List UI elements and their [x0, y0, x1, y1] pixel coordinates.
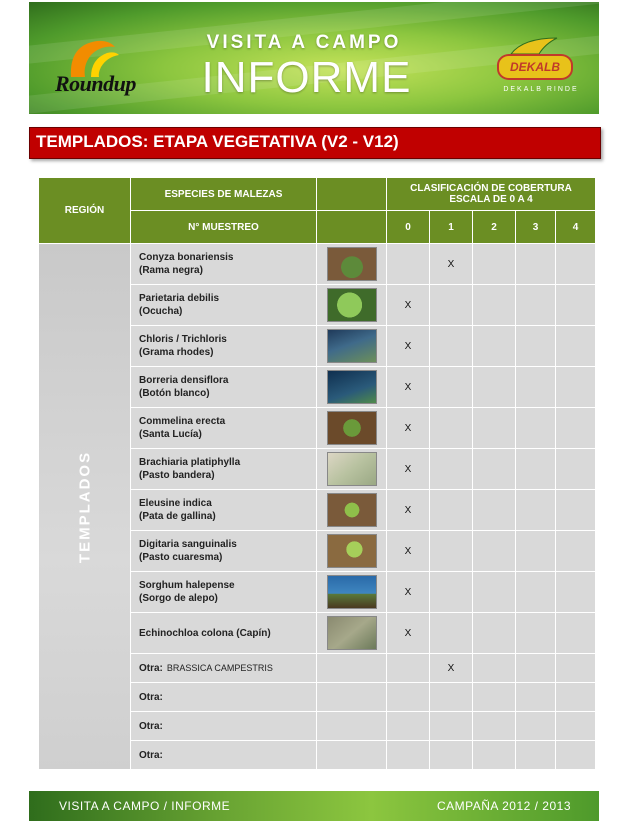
sorghum-photo — [327, 575, 377, 609]
species-cell — [131, 490, 317, 531]
species-image — [317, 613, 387, 654]
mark-2[interactable] — [473, 712, 516, 741]
mark-4[interactable] — [556, 683, 596, 712]
mark-3[interactable] — [516, 244, 556, 285]
classification-header-line2: ESCALA DE 0 A 4 — [449, 194, 533, 205]
mark-1[interactable]: X — [430, 244, 473, 285]
species-image — [317, 244, 387, 285]
classification-header-line1: CLASIFICACIÓN DE COBERTURA — [410, 183, 572, 194]
section-title: TEMPLADOS: ETAPA VEGETATIVA (V2 - V12) — [36, 132, 399, 151]
footer-bar — [29, 791, 599, 821]
species-image — [317, 367, 387, 408]
other-species-cell — [131, 683, 317, 712]
mark-0[interactable]: X — [387, 326, 430, 367]
mark-1[interactable] — [430, 531, 473, 572]
mark-3[interactable] — [516, 654, 556, 683]
species-name: Chloris / Trichloris — [139, 334, 227, 345]
borreria-photo — [327, 370, 377, 404]
mark-4[interactable] — [556, 654, 596, 683]
section-banner — [29, 127, 601, 159]
mark-0[interactable] — [387, 654, 430, 683]
mark-4[interactable] — [556, 572, 596, 613]
mark-1[interactable] — [430, 741, 473, 770]
species-name: Sorghum halepense — [139, 580, 235, 591]
mark-3[interactable] — [516, 572, 556, 613]
scale-4-header: 4 — [556, 211, 596, 244]
mark-4[interactable] — [556, 326, 596, 367]
mark-1[interactable] — [430, 367, 473, 408]
mark-1[interactable] — [430, 285, 473, 326]
species-name: Eleusine indica — [139, 498, 212, 509]
mark-2[interactable] — [473, 572, 516, 613]
dekalb-logo — [491, 30, 591, 106]
species-name: Digitaria sanguinalis — [139, 539, 237, 550]
mark-4[interactable] — [556, 367, 596, 408]
mark-0[interactable]: X — [387, 531, 430, 572]
mark-2[interactable] — [473, 531, 516, 572]
mark-2[interactable] — [473, 367, 516, 408]
mark-0[interactable]: X — [387, 490, 430, 531]
sample-header: N° MUESTREO — [131, 211, 317, 244]
chloris-photo — [327, 329, 377, 363]
mark-0[interactable]: X — [387, 408, 430, 449]
species-cell — [131, 244, 317, 285]
mark-1[interactable] — [430, 712, 473, 741]
scale-3-header: 3 — [516, 211, 556, 244]
dekalb-badge: DEKALB — [497, 54, 573, 80]
mark-3[interactable] — [516, 367, 556, 408]
roundup-logo-text: Roundup — [55, 71, 136, 96]
species-common-name: (Grama rhodes) — [139, 347, 214, 358]
mark-3[interactable] — [516, 408, 556, 449]
scale-0-header: 0 — [387, 211, 430, 244]
mark-0[interactable]: X — [387, 613, 430, 654]
eleusine-photo — [327, 493, 377, 527]
species-name: Parietaria debilis — [139, 293, 220, 304]
mark-3[interactable] — [516, 326, 556, 367]
species-name: Echinochloa colona (Capín) — [139, 627, 271, 639]
scale-2-header: 2 — [473, 211, 516, 244]
footer-right-text: CAMPAÑA 2012 / 2013 — [436, 799, 571, 813]
mark-2[interactable] — [473, 683, 516, 712]
report-title: INFORME — [201, 53, 412, 102]
species-common-name: (Rama negra) — [139, 265, 203, 276]
other-label: Otra: — [139, 691, 163, 703]
species-image — [317, 408, 387, 449]
species-image — [317, 326, 387, 367]
mark-1[interactable] — [430, 490, 473, 531]
mark-2[interactable] — [473, 654, 516, 683]
species-name: Conyza bonariensis — [139, 252, 234, 263]
mark-2[interactable] — [473, 408, 516, 449]
species-cell — [131, 572, 317, 613]
mark-4[interactable] — [556, 449, 596, 490]
dekalb-tagline: DEKALB RINDE — [503, 86, 579, 93]
conyza-photo — [327, 247, 377, 281]
species-cell — [131, 326, 317, 367]
species-image — [317, 531, 387, 572]
species-name: Commelina erecta — [139, 416, 226, 427]
species-cell — [131, 613, 317, 654]
species-cell — [131, 449, 317, 490]
species-common-name: (Pata de gallina) — [139, 511, 216, 522]
mark-3[interactable] — [516, 449, 556, 490]
mark-2[interactable] — [473, 244, 516, 285]
other-label: Otra: — [139, 720, 163, 732]
mark-4[interactable] — [556, 613, 596, 654]
region-cell — [39, 244, 131, 770]
species-cell — [131, 531, 317, 572]
weed-coverage-table — [38, 177, 596, 770]
species-common-name: (Ocucha) — [139, 306, 183, 317]
species-image — [317, 285, 387, 326]
mark-1[interactable] — [430, 449, 473, 490]
mark-0[interactable] — [387, 741, 430, 770]
mark-1[interactable] — [430, 326, 473, 367]
mark-0[interactable]: X — [387, 572, 430, 613]
species-cell — [131, 367, 317, 408]
mark-1[interactable] — [430, 408, 473, 449]
brachiaria-photo — [327, 452, 377, 486]
mark-2[interactable] — [473, 490, 516, 531]
species-name: Borreria densiflora — [139, 375, 229, 386]
mark-1[interactable] — [430, 613, 473, 654]
region-header: REGIÓN — [39, 178, 131, 244]
mark-1[interactable] — [430, 572, 473, 613]
species-header: ESPECIES DE MALEZAS — [131, 178, 317, 211]
species-cell — [131, 285, 317, 326]
mark-2[interactable] — [473, 741, 516, 770]
other-label: Otra: — [139, 749, 163, 761]
mark-4[interactable] — [556, 490, 596, 531]
mark-3[interactable] — [516, 712, 556, 741]
classification-header — [387, 178, 596, 211]
dekalb-wing-icon — [509, 36, 559, 56]
scale-1-header: 1 — [430, 211, 473, 244]
mark-4[interactable] — [556, 531, 596, 572]
mark-2[interactable] — [473, 285, 516, 326]
mark-3[interactable] — [516, 613, 556, 654]
mark-1[interactable]: X — [430, 654, 473, 683]
mark-4[interactable] — [556, 244, 596, 285]
species-common-name: (Pasto cuaresma) — [139, 552, 223, 563]
mark-1[interactable] — [430, 683, 473, 712]
other-species-cell — [131, 712, 317, 741]
mark-3[interactable] — [516, 683, 556, 712]
other-species-cell — [131, 654, 317, 683]
species-common-name: (Santa Lucía) — [139, 429, 202, 440]
footer-left-text: VISITA A CAMPO / INFORME — [59, 799, 231, 813]
mark-0[interactable] — [387, 244, 430, 285]
table-row — [39, 244, 596, 285]
mark-4[interactable] — [556, 408, 596, 449]
mark-4[interactable] — [556, 741, 596, 770]
mark-3[interactable] — [516, 285, 556, 326]
mark-0[interactable] — [387, 712, 430, 741]
mark-0[interactable]: X — [387, 367, 430, 408]
species-common-name: (Botón blanco) — [139, 388, 210, 399]
header-banner — [29, 2, 599, 114]
species-common-name: (Pasto bandera) — [139, 470, 215, 481]
species-image — [317, 490, 387, 531]
species-cell — [131, 408, 317, 449]
digitaria-photo — [327, 534, 377, 568]
mark-0[interactable]: X — [387, 449, 430, 490]
mark-0[interactable] — [387, 683, 430, 712]
mark-0[interactable]: X — [387, 285, 430, 326]
mark-2[interactable] — [473, 613, 516, 654]
report-subtitle: VISITA A CAMPO — [206, 32, 402, 53]
parietaria-photo — [327, 288, 377, 322]
other-label: Otra: — [139, 662, 163, 674]
mark-3[interactable] — [516, 531, 556, 572]
mark-2[interactable] — [473, 326, 516, 367]
mark-2[interactable] — [473, 449, 516, 490]
echinochloa-photo — [327, 616, 377, 650]
species-image — [317, 572, 387, 613]
other-value[interactable]: BRASSICA CAMPESTRIS — [166, 662, 273, 673]
species-common-name: (Sorgo de alepo) — [139, 593, 218, 604]
species-image — [317, 449, 387, 490]
mark-3[interactable] — [516, 741, 556, 770]
mark-4[interactable] — [556, 712, 596, 741]
other-species-cell — [131, 741, 317, 770]
species-name: Brachiaria platiphylla — [139, 457, 241, 468]
region-name: TEMPLADOS — [76, 450, 93, 563]
mark-4[interactable] — [556, 285, 596, 326]
mark-3[interactable] — [516, 490, 556, 531]
roundup-logo — [55, 37, 140, 97]
commelina-photo — [327, 411, 377, 445]
